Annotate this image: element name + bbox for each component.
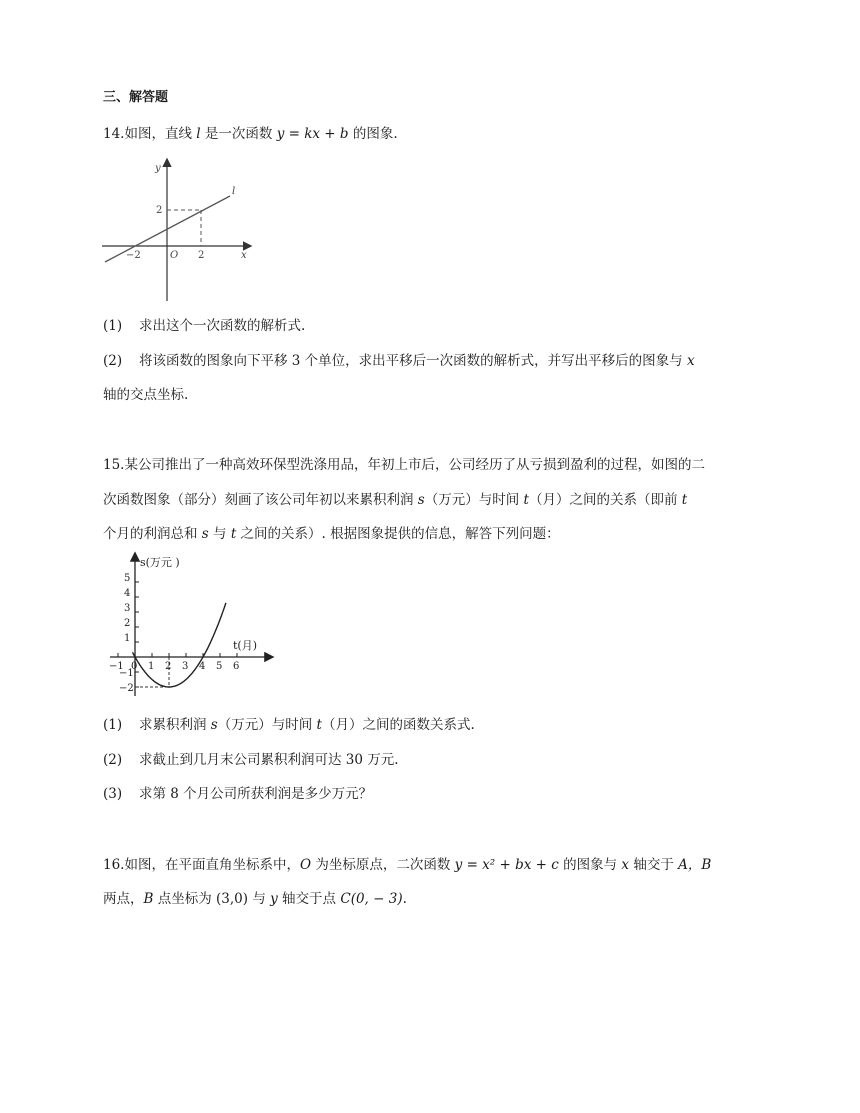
q15-parabola-curve (133, 603, 226, 687)
q14-part-1: (1) 求出这个一次函数的解析式. (103, 318, 306, 334)
q15-y-tick-5: 5 (124, 573, 131, 584)
q14-part-2: (2) 将该函数的图象向下平移 3 个单位，求出平移后一次函数的解析式，并写出平移后的图象与 x (103, 353, 695, 369)
q15-line-2: 次函数图象（部分）刻画了该公司年初以来累积利润 s（万元）与时间 t（月）之间的关系（即前 t (103, 492, 688, 508)
q15-x-tick-4: 4 (199, 661, 206, 672)
q15-x-tick-neg1: −1 (109, 661, 124, 672)
q14-stem: 14.如图，直线 l 是一次函数 y = kx + b 的图象. (103, 126, 398, 142)
q14-formula: y = kx + b (276, 126, 349, 142)
q15-x-tick-0: 0 (131, 661, 138, 672)
q16-formula: y = x² + bx + c (454, 857, 559, 873)
q14-y-label: y (155, 163, 161, 174)
q15-part-3: (3) 求第 8 个月公司所获利润是多少万元？ (103, 786, 373, 802)
q15-number: 15. (103, 457, 125, 473)
q15-parabola-graph (100, 550, 280, 698)
q14-part-2-cont: 轴的交点坐标. (103, 387, 189, 403)
q15-y-tick-neg2: −2 (119, 683, 134, 694)
q14-tick-y2: 2 (156, 205, 163, 216)
q16-number: 16. (103, 857, 125, 873)
q16-line-2: 两点，B 点坐标为 (3,0) 与 y 轴交于点 C(0, − 3). (103, 891, 407, 907)
q15-s-label: s(万元 ) (140, 556, 180, 569)
q15-y-tick-1: 1 (124, 633, 131, 644)
q14-l-label: l (232, 186, 236, 197)
q14-tick-xneg2: −2 (126, 250, 141, 261)
q15-x-tick-5: 5 (216, 661, 223, 672)
q15-y-tick-neg1: −1 (119, 668, 134, 679)
q14-x-label: x (241, 250, 247, 261)
q15-line-1: 15.某公司推出了一种高效环保型洗涤用品，年初上市后，公司经历了从亏损到盈利的过程，如图的二 (103, 457, 705, 473)
q15-part-1: (1) 求累积利润 s（万元）与时间 t（月）之间的函数关系式. (103, 717, 475, 733)
q15-y-tick-3: 3 (124, 603, 131, 614)
q14-number: 14. (103, 126, 125, 142)
q15-line-3: 个月的利润总和 s 与 t 之间的关系）. 根据图象提供的信息，解答下列问题： (103, 526, 560, 542)
q14-origin-label: O (170, 250, 179, 261)
q15-part-2: (2) 求截止到几月末公司累积利润可达 30 万元. (103, 752, 399, 768)
q16-line-1: 16.如图，在平面直角坐标系中，O 为坐标原点，二次函数 y = x² + bx + c 的图象与 x 轴交于 A，B (103, 857, 712, 873)
q15-y-tick-4: 4 (124, 588, 131, 599)
q15-x-tick-6: 6 (233, 661, 240, 672)
section-title: 三、解答题 (103, 90, 169, 105)
q14-linear-graph (100, 152, 260, 304)
q14-tick-x2: 2 (198, 250, 205, 261)
q15-t-label: t(月) (233, 639, 258, 652)
q15-y-tick-2: 2 (124, 618, 131, 629)
q15-x-tick-2: 2 (165, 661, 172, 672)
q15-x-tick-1: 1 (148, 661, 155, 672)
q15-x-tick-3: 3 (182, 661, 189, 672)
